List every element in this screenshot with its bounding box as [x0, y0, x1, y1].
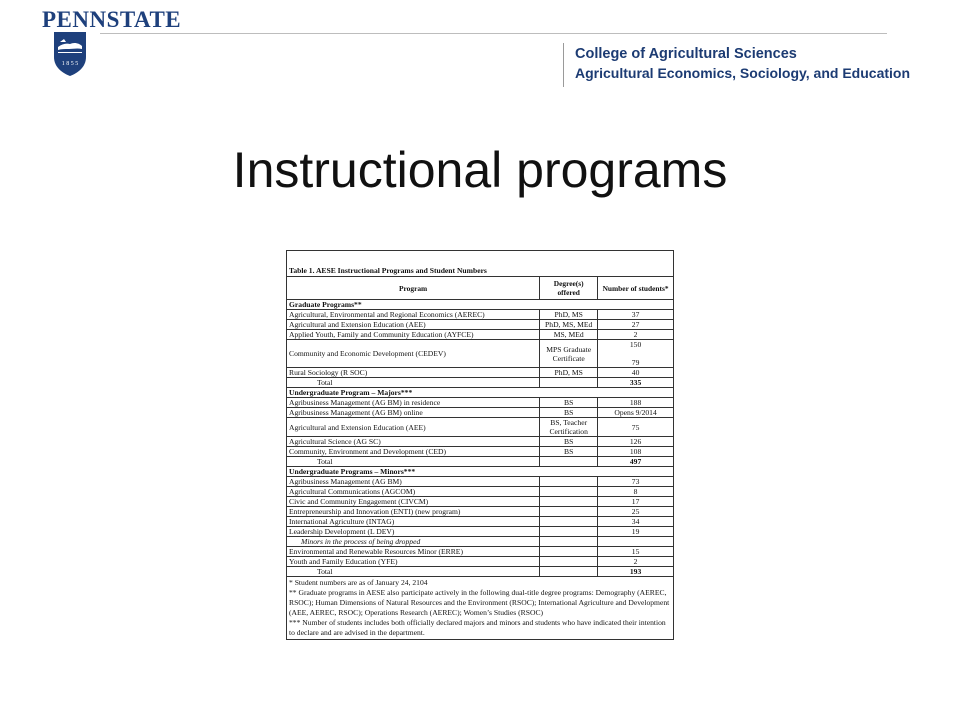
students-cell: 108 [598, 447, 674, 457]
program-cell: Agribusiness Management (AG BM) [287, 477, 540, 487]
table-row [287, 437, 674, 447]
shield-year: 1 8 5 5 [61, 61, 79, 67]
section-heading-row [287, 388, 674, 398]
table-row [287, 517, 674, 527]
students-cell: 37 [598, 310, 674, 320]
total-label: Total [287, 378, 540, 388]
table-row [287, 477, 674, 487]
footnote: * Student numbers are as of January 24, 2104 [289, 578, 428, 587]
students-cell: 150 79 [598, 340, 674, 368]
students-cell: 2 [598, 557, 674, 567]
students-cell: 8 [598, 487, 674, 497]
students-cell: 75 [598, 418, 674, 437]
pennstate-logo [42, 7, 182, 32]
subheading-cell: Minors in the process of being dropped [287, 537, 540, 547]
table-row [287, 547, 674, 557]
program-cell: International Agriculture (INTAG) [287, 517, 540, 527]
program-cell: Community, Environment and Development (CED) [287, 447, 540, 457]
footnote: *** Number of students includes both officially declared majors and minors and students who have indicated their intention to declare and are advised in the department. [289, 617, 666, 637]
program-cell: Agricultural, Environmental and Regional Economics (AEREC) [287, 310, 540, 320]
students-cell: 34 [598, 517, 674, 527]
degree-cell [540, 507, 598, 517]
program-cell: Entrepreneurship and Innovation (ENTI) (new program) [287, 507, 540, 517]
table-row [287, 340, 674, 368]
table-row [287, 447, 674, 457]
table-row [287, 557, 674, 567]
table-row [287, 368, 674, 378]
page-title: Instructional programs [232, 142, 728, 198]
table-row [287, 487, 674, 497]
students-cell: 126 [598, 437, 674, 447]
header-rule [100, 33, 887, 34]
degree-cell: BS [540, 437, 598, 447]
pennstate-wordmark: PENNSTATE [42, 7, 182, 32]
section-heading-row [287, 300, 674, 310]
total-value: 335 [598, 378, 674, 388]
students-cell: Opens 9/2014 [598, 408, 674, 418]
degree-cell: BS [540, 398, 598, 408]
programs-table-container [286, 250, 674, 640]
students-cell: 15 [598, 547, 674, 557]
students-cell: 27 [598, 320, 674, 330]
subheading-row [287, 537, 674, 547]
degree-cell [540, 497, 598, 507]
program-cell: Agribusiness Management (AG BM) online [287, 408, 540, 418]
department-name: Agricultural Economics, Sociology, and Education [575, 65, 911, 81]
program-cell: Agricultural Communications (AGCOM) [287, 487, 540, 497]
degree-cell: BS, Teacher Certification [540, 418, 598, 437]
empty-cell [540, 537, 598, 547]
degree-cell: MPS Graduate Certificate [540, 340, 598, 368]
total-value: 193 [598, 567, 674, 577]
total-label: Total [287, 567, 540, 577]
table-notes [287, 577, 674, 640]
program-cell: Civic and Community Engagement (CIVCM) [287, 497, 540, 507]
degree-cell [540, 547, 598, 557]
total-row [287, 378, 674, 388]
total-label: Total [287, 457, 540, 467]
table-row [287, 408, 674, 418]
program-cell: Agricultural and Extension Education (AEE) [287, 320, 540, 330]
notes-row [287, 577, 674, 640]
degree-cell [540, 477, 598, 487]
column-header-program: Program [287, 277, 540, 300]
students-cell: 2 [598, 330, 674, 340]
degree-cell: PhD, MS [540, 310, 598, 320]
table-caption: Table 1. AESE Instructional Programs and Student Numbers [287, 251, 674, 277]
programs-table [286, 250, 674, 640]
column-header-degree: Degree(s) offered [540, 277, 598, 300]
degree-cell: PhD, MS, MEd [540, 320, 598, 330]
program-cell: Applied Youth, Family and Community Education (AYFCE) [287, 330, 540, 340]
header-divider [563, 43, 564, 87]
section-heading: Undergraduate Programs – Minors*** [287, 467, 674, 477]
students-cell: 25 [598, 507, 674, 517]
program-cell: Youth and Family Education (YFE) [287, 557, 540, 567]
program-cell: Environmental and Renewable Resources Minor (ERRE) [287, 547, 540, 557]
table-row [287, 310, 674, 320]
table-row [287, 320, 674, 330]
degree-cell: BS [540, 408, 598, 418]
students-cell: 73 [598, 477, 674, 487]
nittany-lion-shield-icon [52, 31, 88, 77]
table-row [287, 497, 674, 507]
program-cell: Rural Sociology (R SOC) [287, 368, 540, 378]
degree-cell [540, 527, 598, 537]
table-row [287, 330, 674, 340]
footnote: ** Graduate programs in AESE also participate actively in the following dual-title degree programs: Demography (AEREC, RSOC); Human Dimensions of Natural Resources and the Environment (RSOC); International Agriculture and Development (AEE, AEREC, RSOC); Operations Research (AEREC); Women’s Studies (RSOC) [289, 587, 670, 617]
section-heading: Undergraduate Program – Majors*** [287, 388, 674, 398]
empty-cell [598, 537, 674, 547]
degree-cell: PhD, MS [540, 368, 598, 378]
section-heading: Graduate Programs** [287, 300, 674, 310]
degree-cell: BS [540, 447, 598, 457]
degree-cell [540, 487, 598, 497]
degree-cell [540, 517, 598, 527]
program-cell: Agricultural and Extension Education (AEE) [287, 418, 540, 437]
empty-cell [540, 457, 598, 467]
program-cell: Leadership Development (L DEV) [287, 527, 540, 537]
column-header-students: Number of students* [598, 277, 674, 300]
program-cell: Community and Economic Development (CEDEV) [287, 340, 540, 368]
degree-cell [540, 557, 598, 567]
students-cell: 17 [598, 497, 674, 507]
total-row [287, 567, 674, 577]
table-row [287, 398, 674, 408]
empty-cell [540, 567, 598, 577]
students-cell: 19 [598, 527, 674, 537]
section-heading-row [287, 467, 674, 477]
degree-cell: MS, MEd [540, 330, 598, 340]
students-cell: 40 [598, 368, 674, 378]
table-row [287, 507, 674, 517]
table-row [287, 418, 674, 437]
college-name: College of Agricultural Sciences [575, 46, 797, 62]
program-cell: Agribusiness Management (AG BM) in residence [287, 398, 540, 408]
program-cell: Agricultural Science (AG SC) [287, 437, 540, 447]
total-row [287, 457, 674, 467]
table-row [287, 527, 674, 537]
students-cell: 188 [598, 398, 674, 408]
empty-cell [540, 378, 598, 388]
total-value: 497 [598, 457, 674, 467]
